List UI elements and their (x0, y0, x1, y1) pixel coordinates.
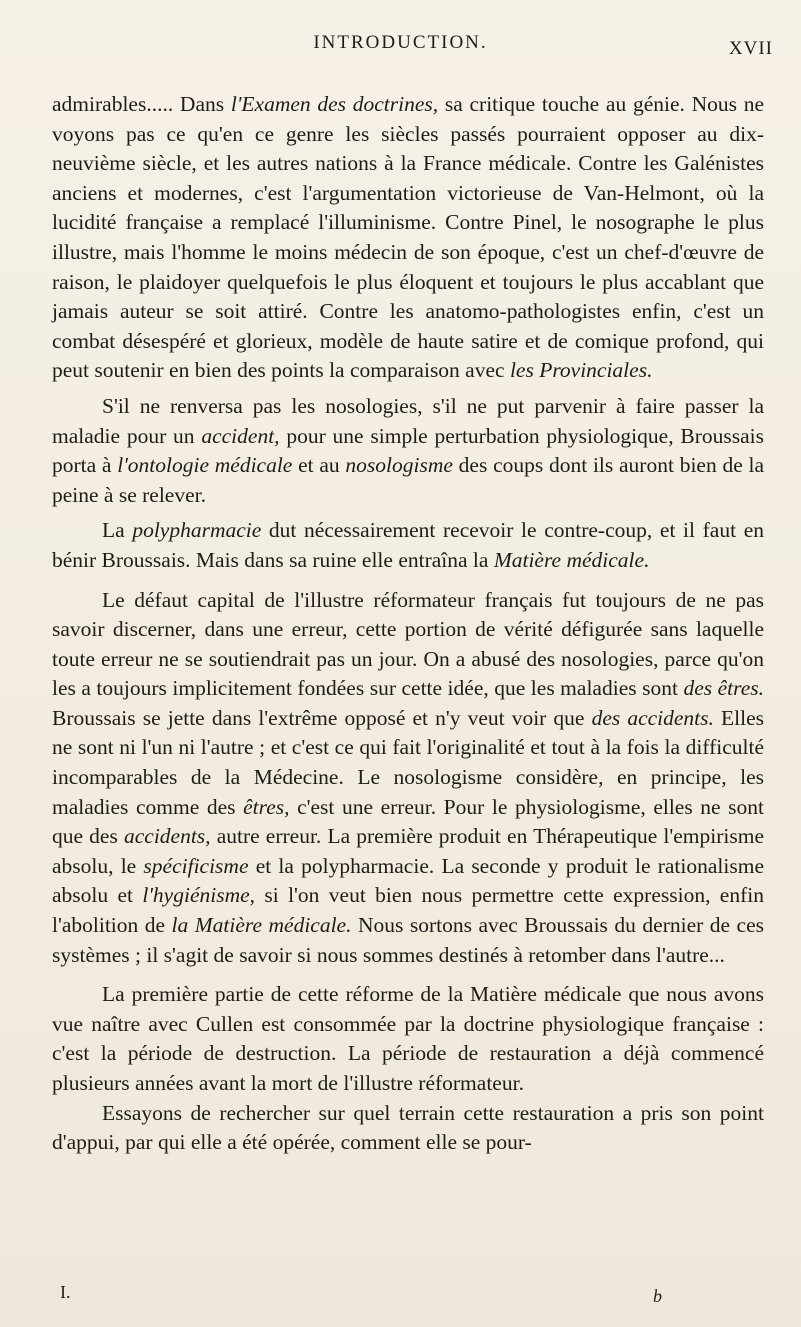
paragraph (52, 392, 764, 510)
text-run: sa critique touche au génie. Nous ne voyons pas ce qu'en ce genre les siècles passés pourraient opposer au dix-neuvième siècle, et les autres nations à la France médicale. Contre les Galénistes anciens et modernes, c'est l'argumentation victorieuse de Van-Helmont, où la lucidité française a remplacé l'illuminisme. Contre Pinel, le nosographe le plus illustre, mais l'homme le moins médecin de son époque, c'est un chef-d'œuvre de raison, le plaidoyer quelquefois le plus éloquent et toujours le plus accablant que jamais auteur se soit attiré. Contre les anatomo-pathologistes enfin, c'est un combat désespéré et glorieux, modèle de haute satire et de comique profond, qui peut soutenir en bien des points la comparaison avec (52, 92, 765, 383)
text-run: des coups dont ils auront bien de la peine à se relever. (52, 453, 765, 507)
text-run: dut nécessairement recevoir le contre-coup, et il faut en bénir Broussais. Mais dans sa ruine elle entraîna la (52, 518, 764, 572)
text-run: autre erreur. La première produit en Thérapeutique l'empirisme absolu, le (52, 824, 764, 878)
text-run: et la polypharmacie. La seconde y produit le rationalisme absolu et (52, 853, 764, 908)
page-footer (0, 1282, 801, 1312)
text-run: Nous sortons avec Broussais du dernier de ces systèmes ; il s'agit de savoir si nous sommes destinés à retomber dans l'autre... (52, 913, 764, 967)
paragraph (52, 980, 764, 1098)
page-header (0, 22, 801, 62)
text-run: Broussais se jette dans l'extrême opposé et n'y veut voir que (52, 705, 592, 730)
text-run: si l'on veut bien nous permettre cette expression, enfin l'abolition de (52, 883, 764, 938)
paragraph (52, 90, 764, 386)
text-run: c'est une erreur. Pour le physiologisme, elles ne sont que des (52, 794, 765, 849)
italic-text: êtres, (243, 794, 290, 819)
italic-text: des accidents. (591, 705, 714, 730)
signature-mark-right: b (653, 1286, 662, 1306)
paragraph (52, 1099, 764, 1158)
running-head: INTRODUCTION. (313, 32, 488, 53)
text-run: pour une simple perturbation physiologique, Broussais porta à (52, 423, 764, 478)
italic-text: spécificisme (143, 853, 249, 878)
text-run: et au (292, 453, 346, 478)
italic-text: l'Examen des doctrines, (230, 92, 439, 116)
body-text (52, 90, 764, 1158)
text-run: Essayons de rechercher sur quel terrain cette restauration a pris son point d'appui, par qui elle a été opérée, comment elle se pour- (52, 1100, 764, 1155)
paragraph (52, 516, 764, 575)
italic-text: nosologisme (345, 453, 453, 478)
italic-text: l'ontologie médicale (117, 453, 293, 478)
italic-text: accidents, (123, 824, 211, 849)
italic-text: accident, (201, 423, 280, 448)
italic-text: Matière médicale. (493, 547, 650, 572)
italic-text: l'hygiénisme, (142, 883, 256, 908)
signature-mark-left: I. (60, 1282, 71, 1302)
text-run: admirables..... Dans (52, 92, 231, 116)
italic-text: la Matière médicale. (171, 913, 352, 938)
page-number: XVII (728, 38, 773, 59)
text-run: S'il ne renversa pas les nosologies, s'il ne put parvenir à faire passer la maladie pour un (52, 393, 764, 448)
text-run: La première partie de cette réforme de la Matière médicale que nous avons vue naître avec Cullen est consommée par la doctrine physiologique française : c'est la période de destruction. La période de restauration a déjà commencé plusieurs années avant la mort de l'illustre réformateur. (52, 982, 764, 1095)
text-run: Le défaut capital de l'illustre réformateur français fut toujours de ne pas savoir discerner, dans une erreur, cette portion de vérité défigurée sans laquelle toute erreur ne se soutiendrait pas un jour. On a abusé des nosologies, parce qu'on les a toujours implicitement fondées sur cette idée, que les maladies sont (52, 587, 764, 701)
italic-text: polypharmacie (132, 518, 262, 543)
paragraph (52, 586, 764, 971)
text-run: Elles ne sont ni l'un ni l'autre ; et c'est ce qui fait l'originalité et tout à la fois la difficulté incomparables de la Médecine. Le nosologisme considère, en principe, les maladies comme des (52, 705, 764, 819)
text-run: La (102, 518, 133, 543)
italic-text: des êtres. (683, 676, 764, 701)
italic-text: les Provinciales. (509, 358, 653, 383)
